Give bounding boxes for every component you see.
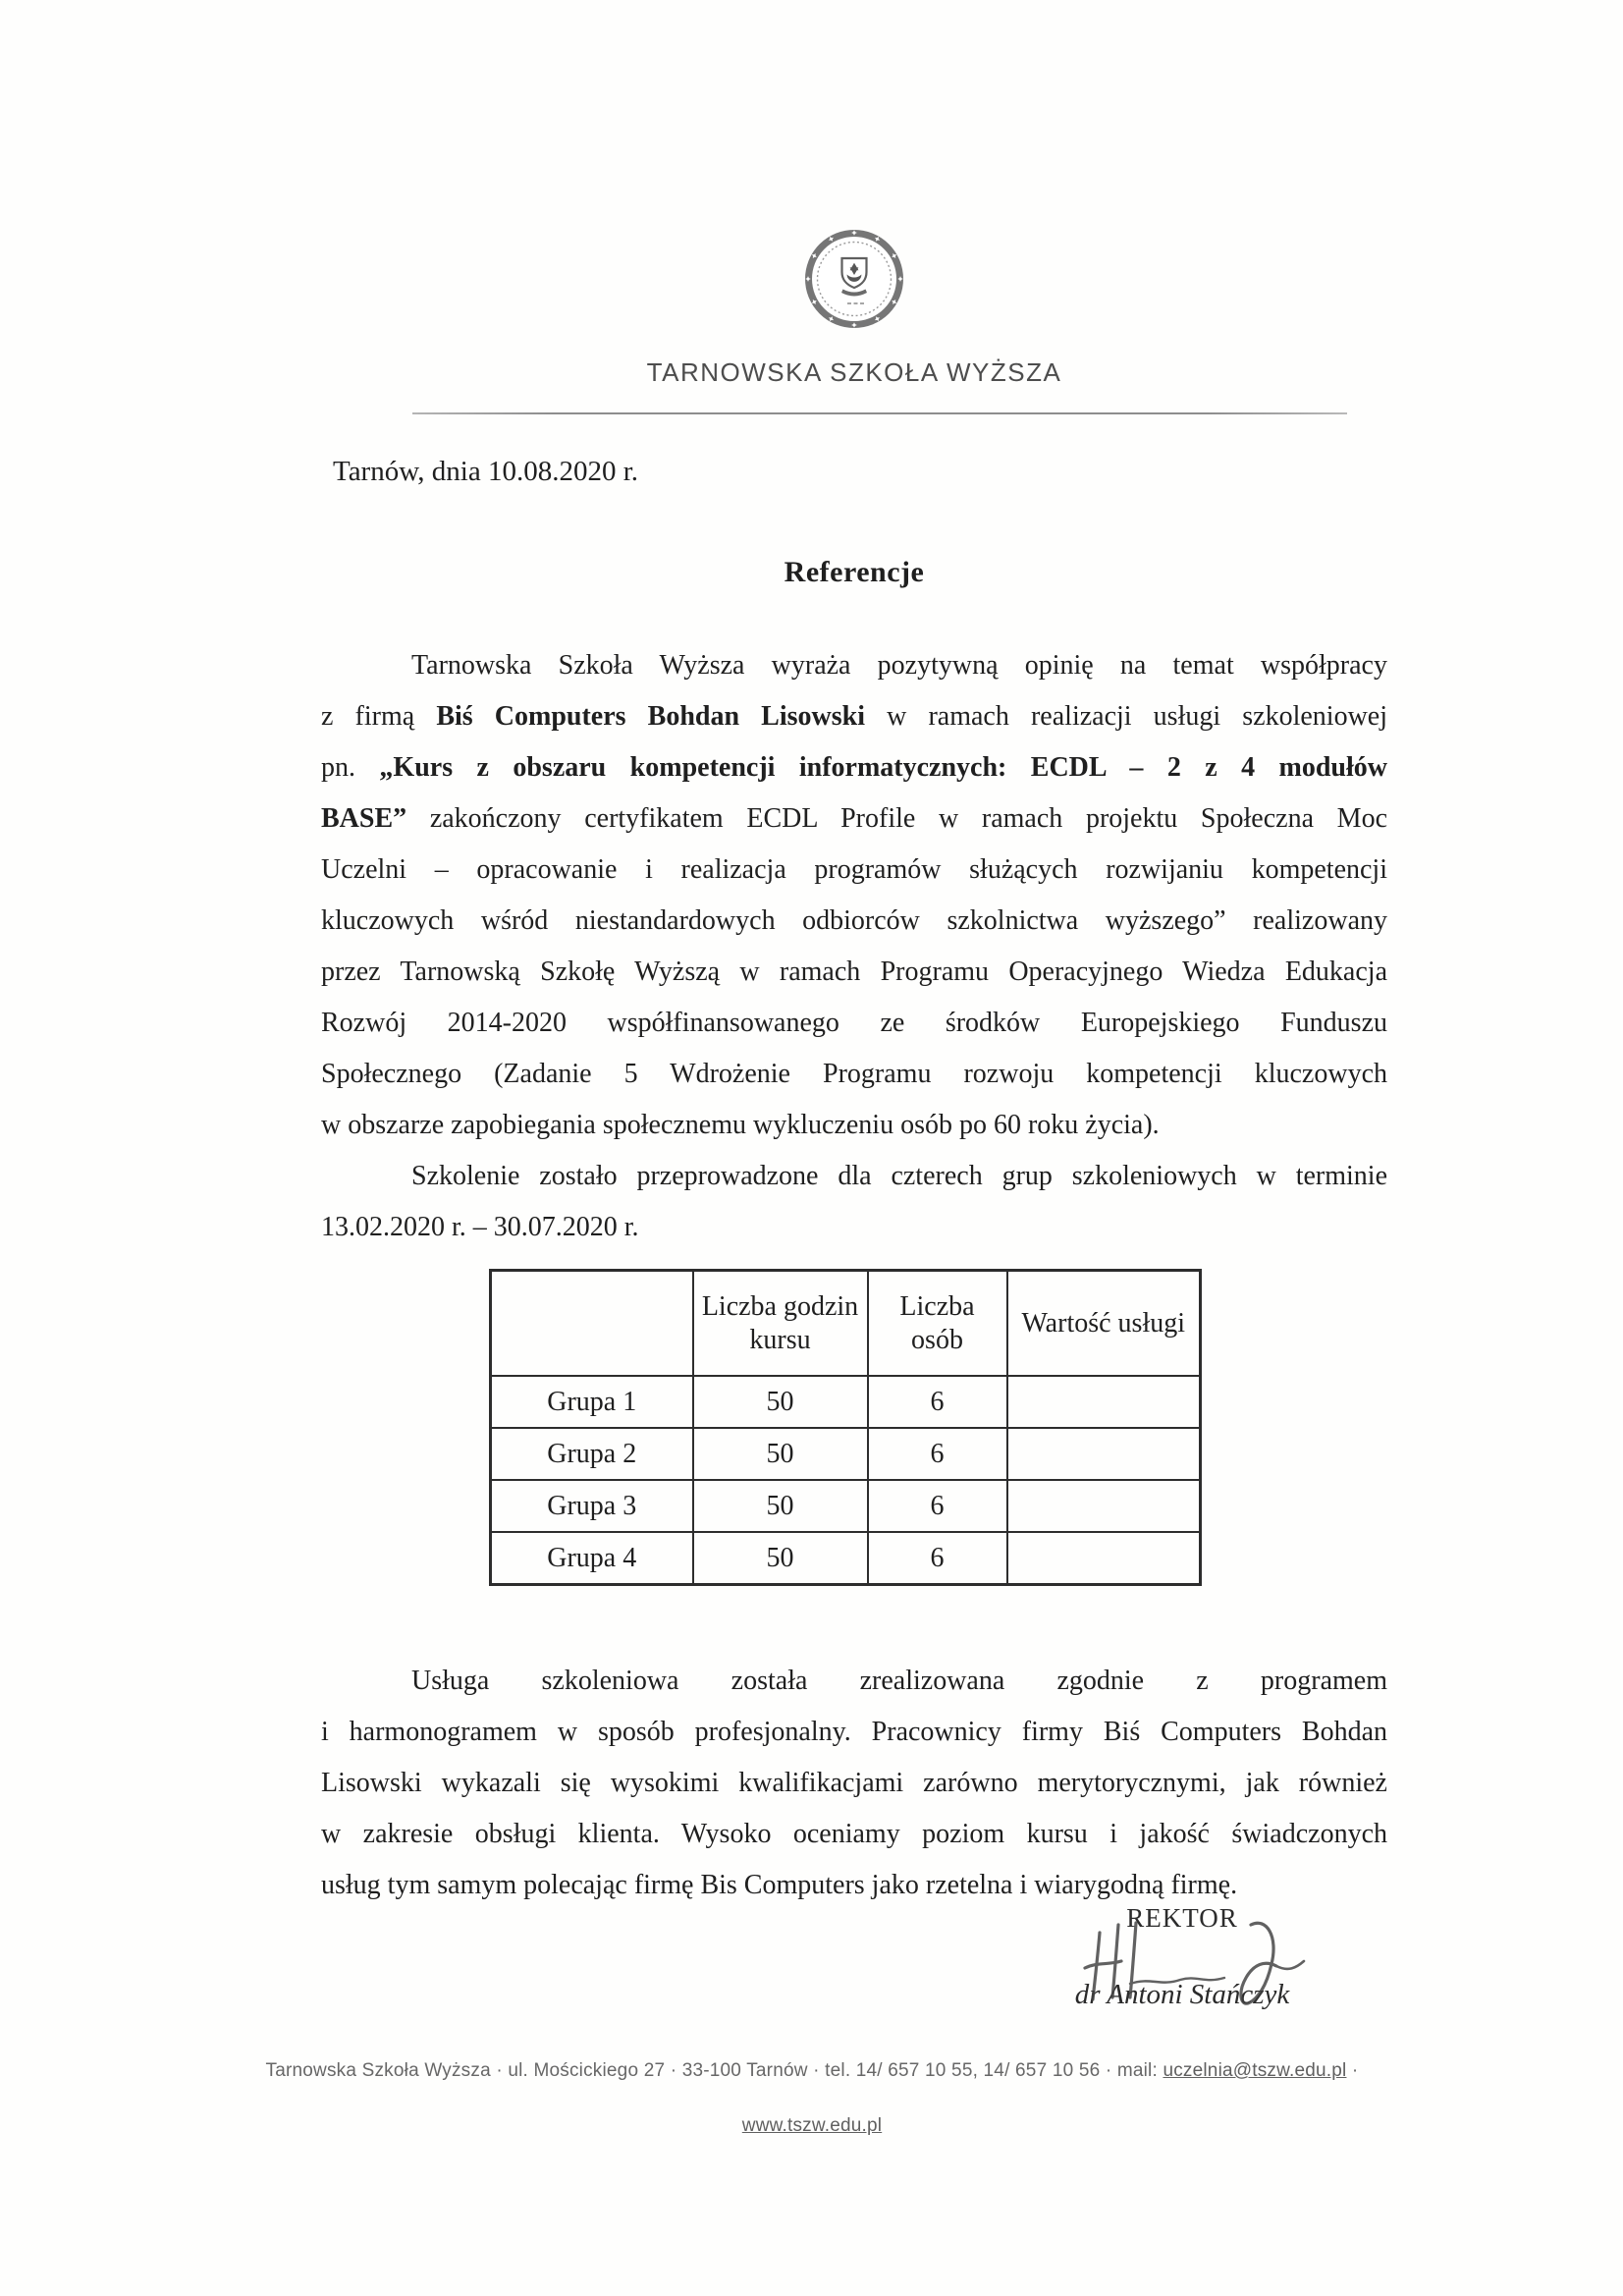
value-cell: [1007, 1532, 1201, 1585]
value-cell: [1007, 1428, 1201, 1480]
university-seal-icon: [803, 228, 905, 330]
text-line: Szkolenie zostało przeprowadzone dla czterech grup szkoleniowych w terminie: [411, 1161, 1387, 1191]
text-line: kluczowych wśród niestandardowych odbiorców szkolnictwa wyższego” realizowany: [321, 905, 1387, 936]
footer-address-line: [252, 2060, 1372, 2082]
text-line: Lisowski wykazali się wysokimi kwalifikacjami zarówno merytorycznymi, jak również: [321, 1768, 1387, 1798]
text-line: z firmą Biś Computers Bohdan Lisowski w ramach realizacji usługi szkoleniowej: [321, 701, 1387, 732]
paragraph: [321, 1151, 1387, 1253]
footer-website-line: [252, 2115, 1372, 2137]
body-paragraphs: [321, 640, 1387, 1253]
value-cell: [1007, 1376, 1201, 1428]
group-label-cell: Grupa 2: [491, 1428, 693, 1480]
group-label-cell: Grupa 4: [491, 1532, 693, 1585]
page-title: Referencje: [784, 556, 925, 588]
hours-cell: 50: [693, 1376, 868, 1428]
text-line: pn. „Kurs z obszaru kompetencji informatycznych: ECDL – 2 z 4 modułów: [321, 752, 1387, 783]
persons-cell: 6: [868, 1532, 1007, 1585]
column-header: Liczba osób: [868, 1271, 1007, 1377]
persons-cell: 6: [868, 1376, 1007, 1428]
value-cell: [1007, 1480, 1201, 1532]
footer-address-text: Tarnowska Szkoła Wyższa · ul. Mościckiego 27 · 33-100 Tarnów · tel. 14/ 657 10 55, 14/ 657 10 56 · mail:: [265, 2060, 1163, 2081]
hours-cell: 50: [693, 1428, 868, 1480]
paragraph: [321, 1656, 1387, 1911]
text-line: Rozwój 2014-2020 współfinansowanego ze środków Europejskiego Funduszu: [321, 1008, 1387, 1038]
persons-cell: 6: [868, 1428, 1007, 1480]
text-line: Społecznego (Zadanie 5 Wdrożenie Programu rozwoju kompetencji kluczowych: [321, 1059, 1387, 1089]
paragraph: [321, 640, 1387, 1151]
training-groups-table: [489, 1269, 1202, 1586]
footer: [252, 2060, 1372, 2137]
persons-cell: 6: [868, 1480, 1007, 1532]
date-line: Tarnów, dnia 10.08.2020 r.: [333, 456, 639, 487]
footer-email-link: uczelnia@tszw.edu.pl: [1163, 2060, 1347, 2081]
table-body: [491, 1376, 1201, 1585]
signature-block: [1035, 1903, 1329, 2011]
group-label-cell: Grupa 3: [491, 1480, 693, 1532]
university-seal: [321, 228, 1387, 335]
footer-address-suffix: ·: [1346, 2060, 1359, 2081]
signatory-role: REKTOR: [1126, 1903, 1238, 1933]
text-line: Usługa szkoleniowa została zrealizowana zgodnie z programem: [411, 1666, 1387, 1696]
column-header: Liczba godzin kursu: [693, 1271, 868, 1377]
table-header-row: [491, 1271, 1201, 1377]
text-line: i harmonogramem w sposób profesjonalny. Pracownicy firmy Biś Computers Bohdan: [321, 1717, 1387, 1747]
hours-cell: 50: [693, 1532, 868, 1585]
text-line: Uczelni – opracowanie i realizacja programów służących rozwijaniu kompetencji: [321, 854, 1387, 885]
text-line: Tarnowska Szkoła Wyższa wyraża pozytywną opinię na temat współpracy: [411, 650, 1387, 681]
column-header: Wartość usługi: [1007, 1271, 1201, 1377]
text-line: BASE” zakończony certyfikatem ECDL Profile w ramach projektu Społeczna Moc: [321, 803, 1387, 834]
closing-paragraph: [321, 1656, 1387, 1911]
hours-cell: 50: [693, 1480, 868, 1532]
table-row: [491, 1532, 1201, 1585]
text-line: w zakresie obsługi klienta. Wysoko oceniamy poziom kursu i jakość świadczonych: [321, 1819, 1387, 1849]
text-line: usług tym samym polecając firmę Bis Computers jako rzetelna i wiarygodną firmę.: [321, 1870, 1238, 1900]
column-header: [491, 1271, 693, 1377]
group-label-cell: Grupa 1: [491, 1376, 693, 1428]
table-row: [491, 1428, 1201, 1480]
header-divider: [412, 412, 1347, 414]
signatory-name: dr Antoni Stańczyk: [1074, 1979, 1290, 2010]
footer-website-link: www.tszw.edu.pl: [741, 2115, 883, 2136]
table-row: [491, 1376, 1201, 1428]
text-line: w obszarze zapobiegania społecznemu wykluczeniu osób po 60 roku życia).: [321, 1110, 1160, 1140]
org-name: TARNOWSKA SZKOŁA WYŻSZA: [646, 357, 1062, 387]
text-line: przez Tarnowską Szkołę Wyższą w ramach Programu Operacyjnego Wiedza Edukacja: [321, 957, 1387, 987]
text-line: 13.02.2020 r. – 30.07.2020 r.: [321, 1212, 639, 1242]
table-row: [491, 1480, 1201, 1532]
